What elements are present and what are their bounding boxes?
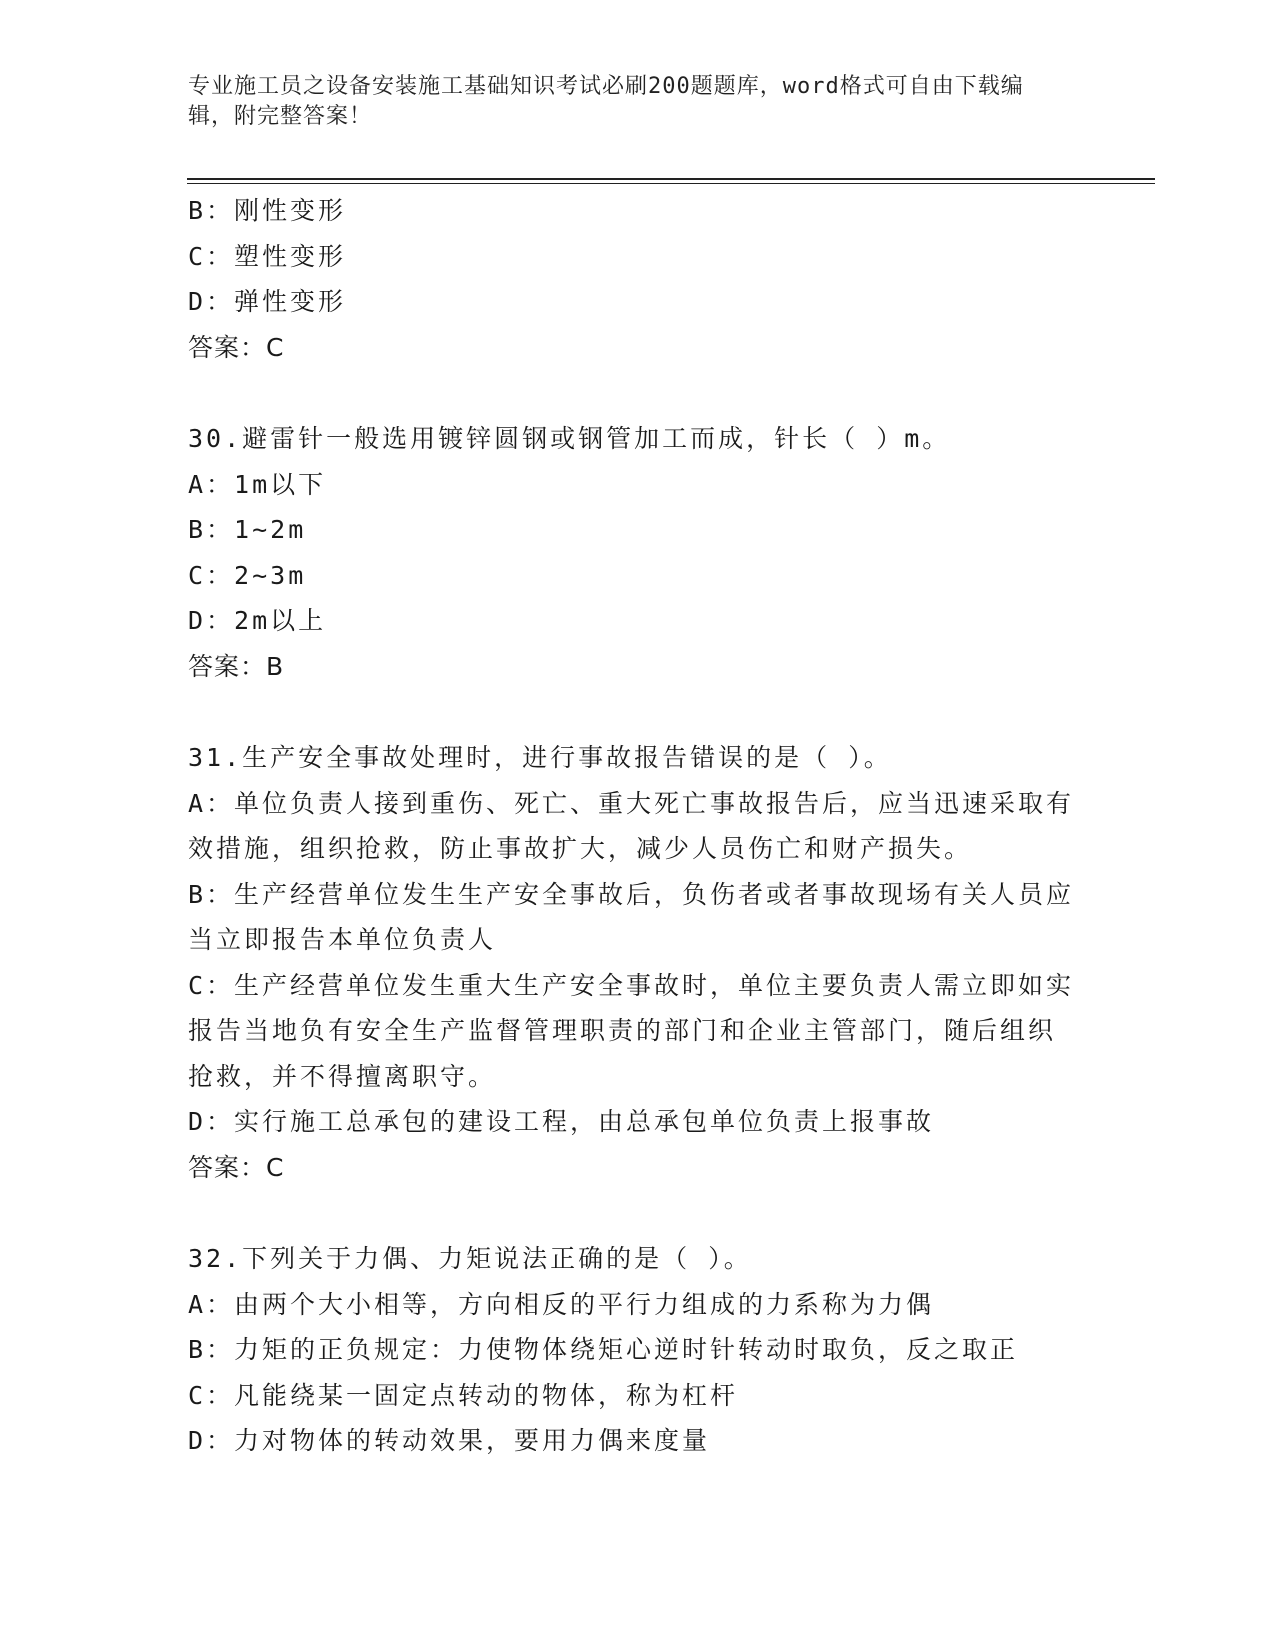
- option-c: C：凡能绕某一固定点转动的物体，称为杠杆: [188, 1380, 739, 1410]
- option-b: B：生产经营单位发生生产安全事故后，负伤者或者事故现场有关人员应当立即报告本单位负责人: [188, 879, 1075, 954]
- document-body: [188, 188, 1078, 1464]
- option-c: C：塑性变形: [188, 241, 347, 271]
- document-header-title: 专业施工员之设备安装施工基础知识考试必刷200题题库，word格式可自由下载编辑，附完整答案！: [188, 74, 1024, 129]
- option-a: A：由两个大小相等，方向相反的平行力组成的力系称为力偶: [188, 1289, 935, 1319]
- question-29-tail: [188, 188, 1078, 370]
- answer-line: 答案：C: [188, 1152, 285, 1182]
- question-31: [188, 735, 1078, 1190]
- question-32: [188, 1236, 1078, 1464]
- question-30: [188, 416, 1078, 689]
- header-divider: [187, 178, 1155, 180]
- header-divider-thin: [187, 183, 1155, 184]
- option-a: A：单位负责人接到重伤、死亡、重大死亡事故报告后，应当迅速采取有效措施，组织抢救，防止事故扩大，减少人员伤亡和财产损失。: [188, 788, 1075, 863]
- option-b: B：1~2m: [188, 515, 307, 544]
- option-b: B：刚性变形: [188, 196, 347, 225]
- option-d: D：实行施工总承包的建设工程，由总承包单位负责上报事故: [188, 1107, 935, 1136]
- option-c: C：2~3m: [188, 560, 307, 590]
- option-b: B：力矩的正负规定：力使物体绕矩心逆时针转动时取负，反之取正: [188, 1335, 1019, 1364]
- option-c: C：生产经营单位发生重大生产安全事故时，单位主要负责人需立即如实报告当地负有安全生产监督管理职责的部门和企业主管部门，随后组织抢救，并不得擅离职守。: [188, 970, 1075, 1091]
- spacer: [188, 370, 1078, 416]
- answer-line: 答案：C: [188, 332, 285, 362]
- option-d: D：2m以上: [188, 606, 327, 635]
- answer-line: 答案：B: [188, 651, 285, 681]
- option-d: D：弹性变形: [188, 287, 347, 316]
- spacer: [188, 1190, 1078, 1236]
- option-a: A：1m以下: [188, 469, 327, 499]
- spacer: [188, 689, 1078, 735]
- question-text: 32.下列关于力偶、力矩说法正确的是（ ）。: [188, 1244, 752, 1273]
- question-text: 30.避雷针一般选用镀锌圆钢或钢管加工而成，针长（ ）m。: [188, 424, 951, 453]
- question-text: 31.生产安全事故处理时，进行事故报告错误的是（ ）。: [188, 743, 892, 772]
- option-d: D：力对物体的转动效果，要用力偶来度量: [188, 1426, 711, 1455]
